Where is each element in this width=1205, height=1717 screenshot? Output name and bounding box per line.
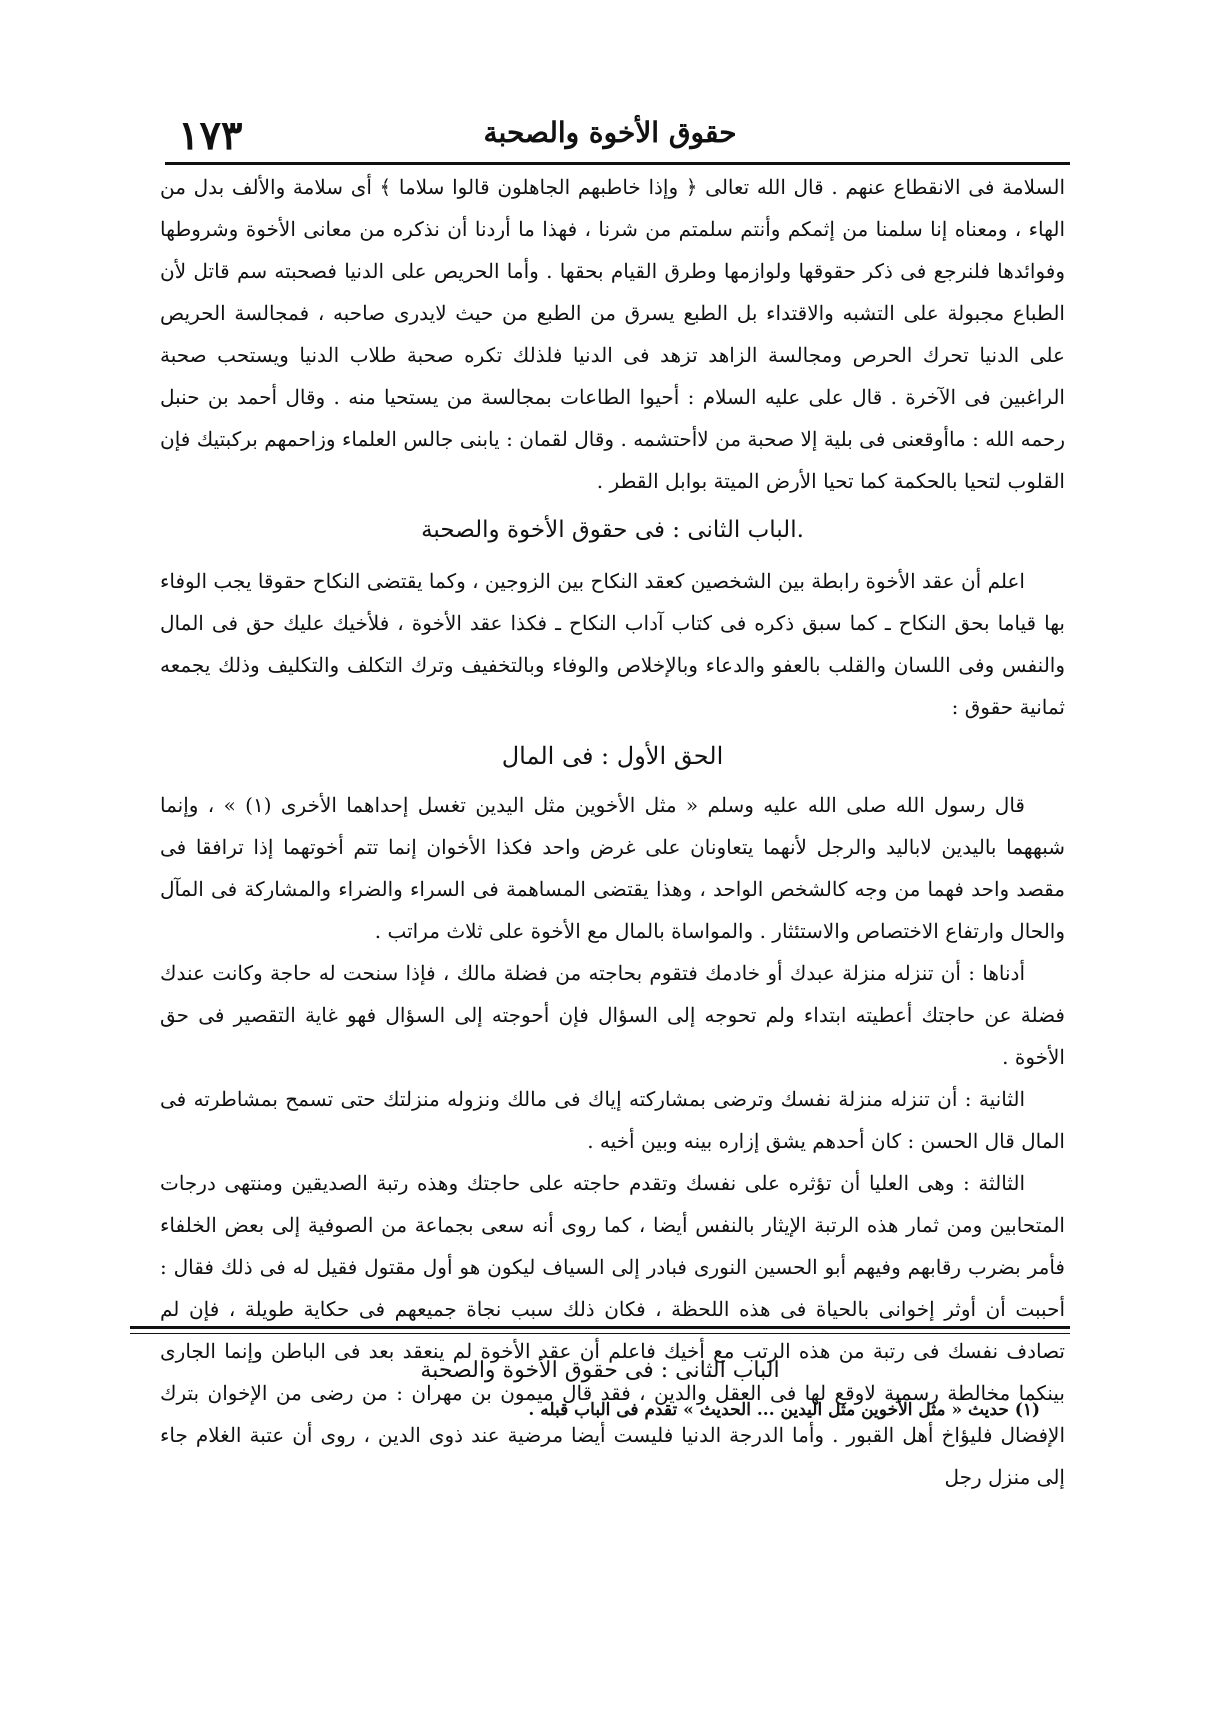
paragraph-third-rank: الثالثة : وهى العليا أن تؤثره على نفسك وتقدم حاجته على حاجتك وهذه رتبة الصديقين ومنتهى درجات المتحابين ومن ثمار هذه الرتبة الإيثار بالنفس أيضا ، كما روى أنه سعى بجماعة من الصوفية إلى بعض الخلفاء فأمر بضرب رقابهم وفيهم أبو الحسين النورى فبادر إلى السياف ليكون هو أول مقتول فقيل له فى ذلك فقال : أحببت أن أوثر إخوانى بالحياة فى هذه اللحظة ، فكان ذلك سبب نجاة جميعهم فى حكاية طويلة ، فإن لم تصادف نفسك فى رتبة من هذه الرتب مع أخيك فاعلم أن عقد الأخوة لم ينعقد بعد فى الباطن وإنما الجارى بينكما مخالطة رسمية لاوقع لها فى العقل والدين ، فقد قال ميمون بن مهران : من رضى من الإخوان بترك الإفضال فليؤاخ أهل القبور . وأما الدرجة الدنيا فليست أيضا مرضية عند ذوى الدين ، روى أن عتبة الغلام جاء إلى منزل رجل bbox=[160, 1171, 1065, 1489]
page-header bbox=[150, 108, 1070, 168]
paragraph-hadith-two-hands: قال رسول الله صلى الله عليه وسلم « مثل الأخوين مثل اليدين تغسل إحداهما الأخرى (١) » ، وإنما شبههما باليدين لاباليد والرجل لأنهما يتعاونان على غرض واحد فكذا الأخوان إنما تتم أخوتهما إذا ترافقا فى مقصد واحد فهما من وجه كالشخص الواحد ، وهذا يقتضى المساهمة فى السراء والضراء والمشاركة فى المآل والحال وارتفاع الاختصاص والاستئثار . والمواساة بالمال مع الأخوة على ثلاث مراتب . bbox=[160, 793, 1065, 943]
footer-chapter-title: الباب الثانى : فى حقوق الأخوة والصحبة bbox=[420, 1358, 780, 1383]
chapter-heading: .الباب الثانى : فى حقوق الأخوة والصحبة bbox=[421, 517, 804, 543]
running-title: حقوق الأخوة والصحبة bbox=[483, 116, 737, 149]
paragraph-lowest-rank: أدناها : أن تنزله منزلة عبدك أو خادمك فتقوم بحاجته من فضلة مالك ، فإذا سنحت له حاجة وكانت عندك فضلة عن حاجتك أعطيته ابتداء ولم تحوجه إلى السؤال فإن أحوجته إلى السؤال فهو غاية التقصير فى حق الأخوة . bbox=[160, 961, 1065, 1069]
page-body bbox=[160, 166, 1065, 1498]
section-heading-first-right: الحق الأول : فى المال bbox=[501, 742, 724, 770]
paragraph-intro: السلامة فى الانقطاع عنهم . قال الله تعالى ﴿ وإذا خاطبهم الجاهلون قالوا سلاما ﴾ أى سلامة والألف بدل من الهاء ، ومعناه إنا سلمنا من إثمكم وأنتم سلمتم من شرنا ، فهذا ما أردنا أن نذكره من معانى الأخوة وشروطها وفوائدها فلنرجع فى ذكر حقوقها ولوازمها وطرق القيام بحقها . وأما الحريص على الدنيا فصحبته سم قاتل لأن الطباع مجبولة على التشبه والاقتداء بل الطبع يسرق من الطبع من حيث لايدرى صاحبه ، فمجالسة الحريص على الدنيا تحرك الحرص ومجالسة الزاهد تزهد فى الدنيا فلذلك تكره صحبة طلاب الدنيا ويستحب صحبة الراغبين فى الآخرة . قال على عليه السلام : أحيوا الطاعات بمجالسة من يستحيا منه . وقال أحمد بن حنبل رحمه الله : ماأوقعنى فى بلية إلا صحبة من لاأحتشمه . وقال لقمان : يابنى جالس العلماء وزاحمهم بركبتيك فإن القلوب لتحيا بالحكمة كما تحيا الأرض الميتة بوابل القطر . bbox=[160, 175, 1065, 493]
footnote: (١) حديث « مثل الأخوين مثل اليدين ... الحديث » تقدم فى الباب قبله . bbox=[528, 1400, 1040, 1420]
footer-rule bbox=[130, 1326, 1070, 1334]
header-rule bbox=[165, 162, 1070, 165]
page-number: ١٧٣ bbox=[178, 112, 243, 159]
paragraph-second-rank: الثانية : أن تنزله منزلة نفسك وترضى بمشاركته إياك فى مالك ونزوله منزلتك حتى تسمح بمشاطرته فى المال قال الحسن : كان أحدهم يشق إزاره بينه وبين أخيه . bbox=[160, 1087, 1065, 1153]
paragraph-brotherhood-contract: اعلم أن عقد الأخوة رابطة بين الشخصين كعقد النكاح بين الزوجين ، وكما يقتضى النكاح حقوقا يجب الوفاء بها قياما بحق النكاح ـ كما سبق ذكره فى كتاب آداب النكاح ـ فكذا عقد الأخوة ، فلأخيك عليك حق فى المال والنفس وفى اللسان والقلب بالعفو والدعاء وبالإخلاص والوفاء وبالتخفيف وترك التكلف والتكليف وذلك يجمعه ثمانية حقوق : bbox=[160, 569, 1065, 719]
